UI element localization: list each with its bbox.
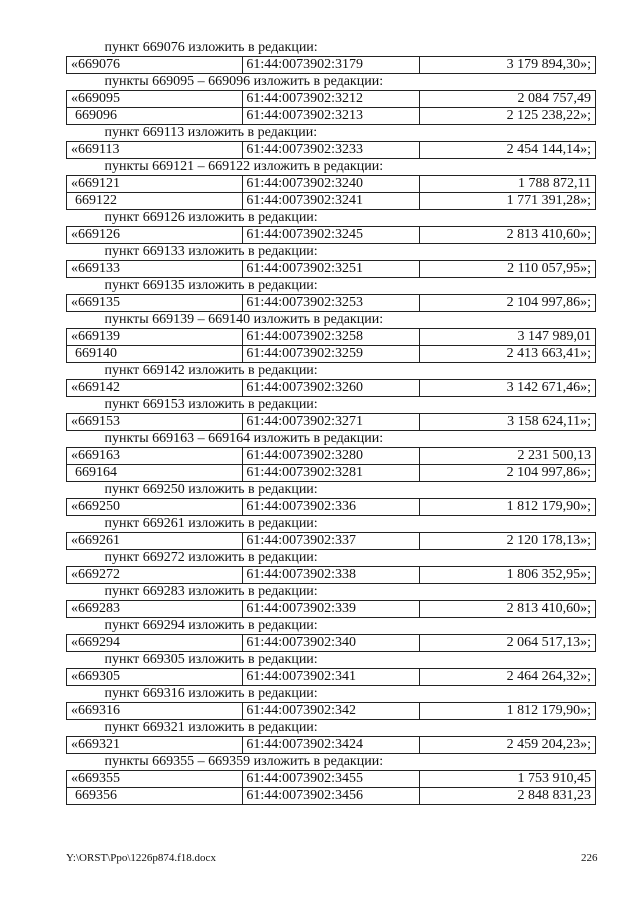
amendment-heading: пункт 669126 изложить в редакции: <box>104 210 318 225</box>
value-cell: 2 231 500,13 <box>419 448 595 465</box>
table-row <box>67 465 596 482</box>
amendment-heading: пункт 669283 изложить в редакции: <box>104 584 318 599</box>
cadastral-number-cell: 61:44:0073902:3456 <box>243 788 419 805</box>
cadastral-number-cell: 61:44:0073902:3259 <box>243 346 419 363</box>
amendment-heading-row <box>67 74 596 91</box>
amendment-heading-row <box>67 159 596 176</box>
table-row <box>67 193 596 210</box>
cadastral-number-cell: 61:44:0073902:3213 <box>243 108 419 125</box>
cadastral-number-cell: 61:44:0073902:3271 <box>243 414 419 431</box>
amendment-heading-row <box>67 516 596 533</box>
item-number-cell: «669095 <box>67 91 243 108</box>
amendment-heading-row <box>67 686 596 703</box>
value-cell: 2 104 997,86»; <box>419 295 595 312</box>
table-row <box>67 567 596 584</box>
amendment-heading-row <box>67 618 596 635</box>
cadastral-number-cell: 61:44:0073902:3179 <box>243 57 419 74</box>
amendment-heading-row <box>67 244 596 261</box>
cadastral-number-cell: 61:44:0073902:3241 <box>243 193 419 210</box>
amendment-heading-row <box>67 125 596 142</box>
amendment-heading: пункт 669294 изложить в редакции: <box>104 618 318 633</box>
amendment-heading: пункт 669153 изложить в редакции: <box>104 397 318 412</box>
item-number-cell: «669305 <box>67 669 243 686</box>
amendment-heading: пункт 669135 изложить в редакции: <box>104 278 318 293</box>
value-cell: 2 110 057,95»; <box>419 261 595 278</box>
amendment-heading-row <box>67 363 596 380</box>
amendment-heading-row <box>67 397 596 414</box>
table-row <box>67 448 596 465</box>
table-row <box>67 669 596 686</box>
item-number-cell: «669355 <box>67 771 243 788</box>
amendment-heading-row <box>67 40 596 57</box>
item-number-cell: «669135 <box>67 295 243 312</box>
item-number-cell: «669126 <box>67 227 243 244</box>
value-cell: 2 084 757,49 <box>419 91 595 108</box>
cadastral-number-cell: 61:44:0073902:3280 <box>243 448 419 465</box>
amendment-heading-row <box>67 720 596 737</box>
value-cell: 2 813 410,60»; <box>419 601 595 618</box>
table-row <box>67 57 596 74</box>
amendment-heading-row <box>67 482 596 499</box>
cadastral-number-cell: 61:44:0073902:3455 <box>243 771 419 788</box>
cadastral-number-cell: 61:44:0073902:3212 <box>243 91 419 108</box>
item-number-cell: «669294 <box>67 635 243 652</box>
item-number-cell: «669321 <box>67 737 243 754</box>
footer-page-number: 226 <box>581 852 598 864</box>
cadastral-number-cell: 61:44:0073902:3245 <box>243 227 419 244</box>
cadastral-number-cell: 61:44:0073902:342 <box>243 703 419 720</box>
value-cell: 2 848 831,23 <box>419 788 595 805</box>
table-row <box>67 499 596 516</box>
cadastral-number-cell: 61:44:0073902:337 <box>243 533 419 550</box>
amendment-heading: пункт 669113 изложить в редакции: <box>104 125 318 140</box>
cadastral-number-cell: 61:44:0073902:338 <box>243 567 419 584</box>
table-row <box>67 227 596 244</box>
amendments-table <box>66 40 596 805</box>
table-row <box>67 788 596 805</box>
table-row <box>67 295 596 312</box>
cadastral-number-cell: 61:44:0073902:3424 <box>243 737 419 754</box>
amendment-heading: пункт 669272 изложить в редакции: <box>104 550 318 565</box>
item-number-cell: 669356 <box>67 788 243 805</box>
table-row <box>67 261 596 278</box>
value-cell: 2 459 204,23»; <box>419 737 595 754</box>
item-number-cell: «669250 <box>67 499 243 516</box>
amendment-heading: пункт 669321 изложить в редакции: <box>104 720 318 735</box>
value-cell: 2 120 178,13»; <box>419 533 595 550</box>
amendment-heading: пункты 669163 – 669164 изложить в редакции: <box>104 431 384 446</box>
item-number-cell: «669153 <box>67 414 243 431</box>
value-cell: 2 413 663,41»; <box>419 346 595 363</box>
amendment-heading: пункт 669250 изложить в редакции: <box>104 482 318 497</box>
table-row <box>67 635 596 652</box>
footer-file-path: Y:\ORST\Ppo\1226p874.f18.docx <box>66 852 216 864</box>
table-row <box>67 380 596 397</box>
amendment-heading: пункты 669095 – 669096 изложить в редакции: <box>104 74 384 89</box>
cadastral-number-cell: 61:44:0073902:3253 <box>243 295 419 312</box>
amendment-heading-row <box>67 584 596 601</box>
item-number-cell: «669283 <box>67 601 243 618</box>
cadastral-number-cell: 61:44:0073902:3240 <box>243 176 419 193</box>
item-number-cell: 669122 <box>67 193 243 210</box>
value-cell: 2 064 517,13»; <box>419 635 595 652</box>
table-row <box>67 91 596 108</box>
amendment-heading-row <box>67 550 596 567</box>
table-row <box>67 703 596 720</box>
value-cell: 2 813 410,60»; <box>419 227 595 244</box>
value-cell: 3 158 624,11»; <box>419 414 595 431</box>
table-row <box>67 142 596 159</box>
value-cell: 2 454 144,14»; <box>419 142 595 159</box>
item-number-cell: «669121 <box>67 176 243 193</box>
value-cell: 2 104 997,86»; <box>419 465 595 482</box>
cadastral-number-cell: 61:44:0073902:339 <box>243 601 419 618</box>
value-cell: 2 464 264,32»; <box>419 669 595 686</box>
value-cell: 1 788 872,11 <box>419 176 595 193</box>
table-row <box>67 346 596 363</box>
value-cell: 3 179 894,30»; <box>419 57 595 74</box>
amendment-heading-row <box>67 652 596 669</box>
value-cell: 1 812 179,90»; <box>419 499 595 516</box>
table-row <box>67 414 596 431</box>
item-number-cell: «669139 <box>67 329 243 346</box>
table-row <box>67 771 596 788</box>
value-cell: 3 147 989,01 <box>419 329 595 346</box>
cadastral-number-cell: 61:44:0073902:3260 <box>243 380 419 397</box>
amendment-heading: пункты 669121 – 669122 изложить в редакции: <box>104 159 384 174</box>
cadastral-number-cell: 61:44:0073902:3233 <box>243 142 419 159</box>
amendment-heading-row <box>67 210 596 227</box>
item-number-cell: «669272 <box>67 567 243 584</box>
table-row <box>67 737 596 754</box>
amendment-heading: пункт 669261 изложить в редакции: <box>104 516 318 531</box>
amendment-heading: пункт 669305 изложить в редакции: <box>104 652 318 667</box>
amendment-heading-row <box>67 754 596 771</box>
value-cell: 2 125 238,22»; <box>419 108 595 125</box>
cadastral-number-cell: 61:44:0073902:336 <box>243 499 419 516</box>
amendment-heading: пункт 669316 изложить в редакции: <box>104 686 318 701</box>
item-number-cell: 669140 <box>67 346 243 363</box>
table-row <box>67 533 596 550</box>
amendment-heading: пункты 669139 – 669140 изложить в редакции: <box>104 312 384 327</box>
item-number-cell: «669133 <box>67 261 243 278</box>
amendment-heading: пункт 669076 изложить в редакции: <box>104 40 318 55</box>
item-number-cell: «669163 <box>67 448 243 465</box>
item-number-cell: «669142 <box>67 380 243 397</box>
cadastral-number-cell: 61:44:0073902:3251 <box>243 261 419 278</box>
item-number-cell: 669096 <box>67 108 243 125</box>
item-number-cell: «669076 <box>67 57 243 74</box>
item-number-cell: 669164 <box>67 465 243 482</box>
amendment-heading: пункт 669133 изложить в редакции: <box>104 244 318 259</box>
item-number-cell: «669261 <box>67 533 243 550</box>
amendment-heading: пункты 669355 – 669359 изложить в редакции: <box>104 754 384 769</box>
amendment-heading-row <box>67 278 596 295</box>
cadastral-number-cell: 61:44:0073902:341 <box>243 669 419 686</box>
amendment-heading: пункт 669142 изложить в редакции: <box>104 363 318 378</box>
amendment-heading-row <box>67 312 596 329</box>
item-number-cell: «669113 <box>67 142 243 159</box>
amendment-heading-row <box>67 431 596 448</box>
value-cell: 1 812 179,90»; <box>419 703 595 720</box>
value-cell: 1 753 910,45 <box>419 771 595 788</box>
table-row <box>67 108 596 125</box>
cadastral-number-cell: 61:44:0073902:3258 <box>243 329 419 346</box>
value-cell: 1 771 391,28»; <box>419 193 595 210</box>
table-row <box>67 176 596 193</box>
cadastral-number-cell: 61:44:0073902:3281 <box>243 465 419 482</box>
value-cell: 3 142 671,46»; <box>419 380 595 397</box>
table-row <box>67 601 596 618</box>
value-cell: 1 806 352,95»; <box>419 567 595 584</box>
cadastral-number-cell: 61:44:0073902:340 <box>243 635 419 652</box>
item-number-cell: «669316 <box>67 703 243 720</box>
table-row <box>67 329 596 346</box>
amendments-table-body <box>67 40 596 805</box>
